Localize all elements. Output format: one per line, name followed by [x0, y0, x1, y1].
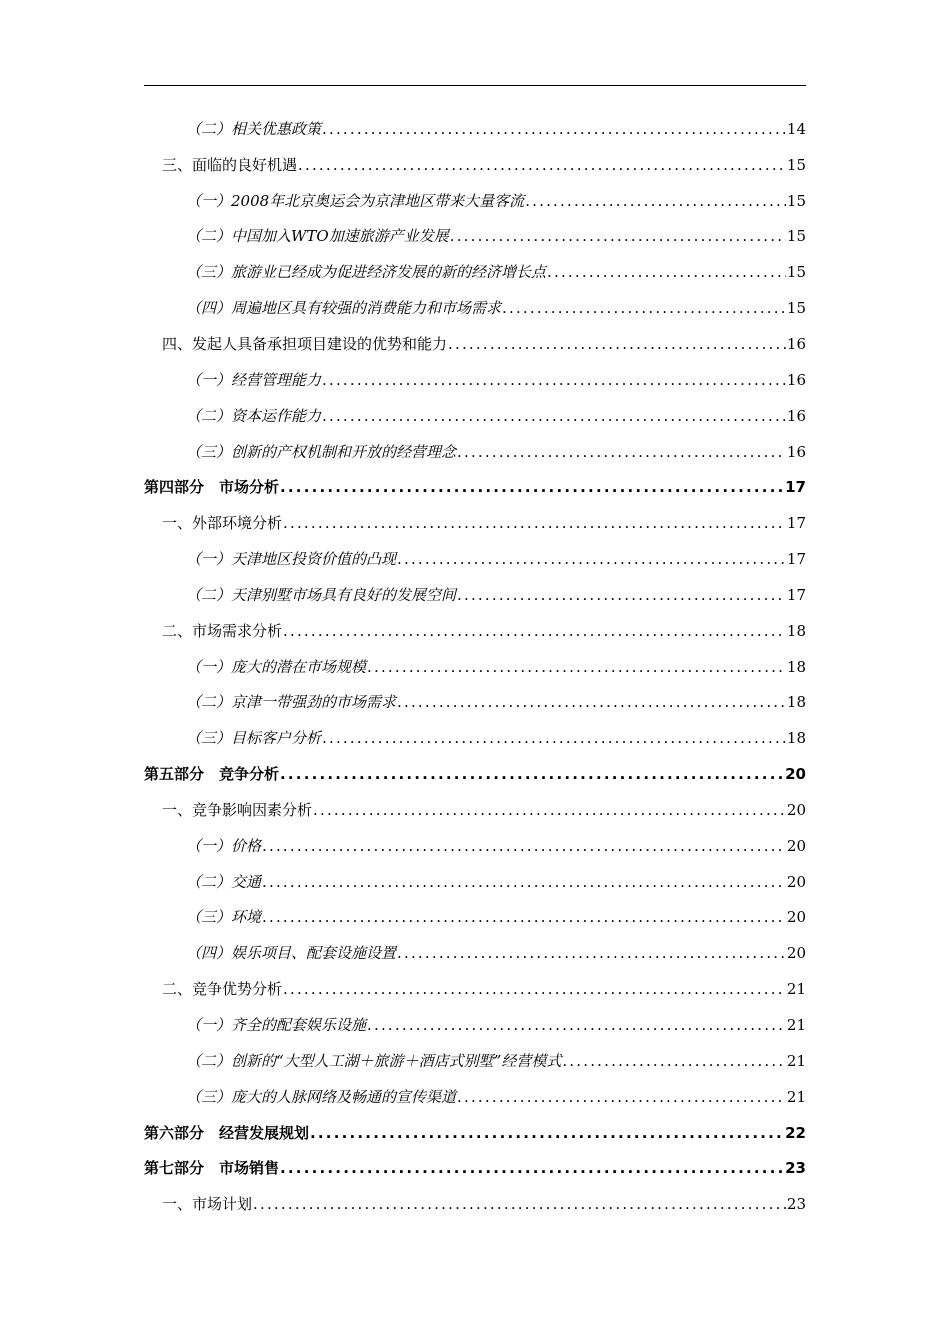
toc-entry-page: 14	[786, 119, 806, 138]
dot-leader	[310, 1123, 784, 1143]
toc-entry[interactable]	[144, 864, 806, 900]
toc-entry-title: （四）周遍地区具有较强的消费能力和市场需求	[186, 299, 502, 318]
toc-entry-title: （二）天津别墅市场具有良好的发展空间	[186, 585, 457, 604]
dot-leader	[262, 836, 786, 856]
toc-entry-title: 第四部分 市场分析	[144, 478, 280, 497]
toc-entry-title: （一）2008年北京奥运会为京津地区带来大量客流	[186, 191, 525, 210]
toc-entry[interactable]	[144, 649, 806, 685]
toc-entry-page: 18	[786, 621, 806, 640]
toc-entry[interactable]	[144, 398, 806, 434]
dot-leader	[450, 226, 786, 246]
dot-leader	[322, 370, 786, 390]
toc-entry[interactable]	[144, 326, 806, 362]
toc-entry-title: （二）京津一带强劲的市场需求	[186, 693, 397, 712]
toc-entry-title: （二）资本运作能力	[186, 406, 322, 425]
toc-entry-title: 四、发起人具备承担项目建设的优势和能力	[162, 334, 448, 353]
toc-entry-page: 20	[786, 908, 806, 927]
toc-entry-title: 一、外部环境分析	[162, 514, 283, 533]
toc-entry[interactable]	[144, 541, 806, 577]
toc-entry-page: 15	[786, 227, 806, 246]
toc-entry[interactable]	[144, 828, 806, 864]
toc-entry[interactable]	[144, 1150, 806, 1186]
dot-leader	[322, 406, 786, 426]
toc-entry[interactable]	[144, 362, 806, 398]
toc-entry-page: 21	[786, 1051, 806, 1070]
dot-leader	[367, 1015, 786, 1035]
toc-entry-page: 15	[786, 263, 806, 282]
toc-entry[interactable]	[144, 720, 806, 756]
toc-entry[interactable]	[144, 1079, 806, 1115]
header-rule	[144, 85, 806, 86]
toc-entry-page: 20	[786, 800, 806, 819]
toc-entry-page: 20	[786, 836, 806, 855]
toc-entry-page: 15	[786, 191, 806, 210]
toc-entry-title: （二）交通	[186, 872, 262, 891]
toc-entry-title: （二）中国加入WTO加速旅游产业发展	[186, 227, 449, 246]
toc-entry-page: 23	[785, 1159, 806, 1178]
dot-leader	[562, 1051, 786, 1071]
toc-entry-page: 18	[786, 657, 806, 676]
toc-entry-title: 三、面临的良好机遇	[162, 155, 298, 174]
dot-leader	[280, 764, 784, 784]
toc-entry-title: （一）齐全的配套娱乐设施	[186, 1016, 367, 1035]
toc-entry[interactable]	[144, 1186, 806, 1222]
dot-leader	[313, 800, 786, 820]
dot-leader	[525, 191, 786, 211]
toc-entry-title: （四）娱乐项目、配套设施设置	[186, 944, 397, 963]
toc-entry-page: 17	[785, 478, 806, 497]
toc-entry-page: 16	[786, 406, 806, 425]
toc-entry[interactable]	[144, 147, 806, 183]
toc-entry[interactable]	[144, 254, 806, 290]
toc-entry-title: （二）相关优惠政策	[186, 119, 322, 138]
toc-entry[interactable]	[144, 792, 806, 828]
toc-entry-title: （三）创新的产权机制和开放的经营理念	[186, 442, 457, 461]
toc-entry-title: （一）价格	[186, 836, 262, 855]
toc-entry-title: 一、竞争影响因素分析	[162, 800, 313, 819]
dot-leader	[448, 334, 786, 354]
dot-leader	[262, 872, 786, 892]
toc-entry-page: 17	[786, 550, 806, 569]
toc-entry[interactable]	[144, 434, 806, 470]
toc-entry[interactable]	[144, 469, 806, 505]
dot-leader	[322, 119, 786, 139]
dot-leader	[253, 1194, 786, 1214]
toc-entry-title: （三）目标客户分析	[186, 729, 322, 748]
toc-entry-page: 21	[786, 1087, 806, 1106]
toc-entry-title: 一、市场计划	[162, 1195, 253, 1214]
dot-leader	[397, 943, 786, 963]
toc-entry-page: 21	[786, 980, 806, 999]
toc-entry[interactable]	[144, 1007, 806, 1043]
toc-entry-page: 20	[785, 765, 806, 784]
toc-entry-page: 23	[786, 1195, 806, 1214]
toc-entry-page: 15	[786, 299, 806, 318]
toc-entry-title: 第六部分 经营发展规划	[144, 1123, 310, 1142]
dot-leader	[457, 1087, 786, 1107]
toc-entry[interactable]	[144, 1115, 806, 1151]
toc-entry[interactable]	[144, 1043, 806, 1079]
toc-entry[interactable]	[144, 577, 806, 613]
dot-leader	[397, 549, 786, 569]
dot-leader	[502, 298, 786, 318]
toc-entry-title: （二）创新的“大型人工湖＋旅游＋酒店式别墅”经营模式	[186, 1051, 562, 1070]
toc-entry-title: 二、竞争优势分析	[162, 980, 283, 999]
toc-entry[interactable]	[144, 183, 806, 219]
dot-leader	[322, 728, 786, 748]
table-of-contents	[144, 111, 806, 1222]
toc-entry[interactable]	[144, 756, 806, 792]
toc-entry-title: （三）庞大的人脉网络及畅通的宣传渠道	[186, 1087, 457, 1106]
toc-entry[interactable]	[144, 685, 806, 721]
dot-leader	[367, 657, 786, 677]
dot-leader	[262, 907, 786, 927]
dot-leader	[547, 262, 786, 282]
dot-leader	[457, 442, 786, 462]
dot-leader	[280, 477, 784, 497]
toc-entry-title: （一）天津地区投资价值的凸现	[186, 550, 397, 569]
toc-entry[interactable]	[144, 971, 806, 1007]
toc-entry-title: 第五部分 竞争分析	[144, 765, 280, 784]
toc-entry[interactable]	[144, 505, 806, 541]
toc-entry-title: （一）经营管理能力	[186, 370, 322, 389]
dot-leader	[280, 1158, 784, 1178]
toc-entry-page: 21	[786, 1016, 806, 1035]
toc-entry-page: 17	[786, 514, 806, 533]
toc-entry-page: 20	[786, 944, 806, 963]
toc-entry[interactable]	[144, 219, 806, 255]
dot-leader	[298, 155, 786, 175]
toc-entry-page: 20	[786, 872, 806, 891]
dot-leader	[283, 621, 786, 641]
dot-leader	[457, 585, 786, 605]
toc-entry-title: （三）旅游业已经成为促进经济发展的新的经济增长点	[186, 263, 547, 282]
toc-entry-page: 17	[786, 585, 806, 604]
dot-leader	[283, 979, 786, 999]
toc-entry-title: （三）环境	[186, 908, 262, 927]
toc-entry-page: 22	[785, 1123, 806, 1142]
toc-entry[interactable]	[144, 900, 806, 936]
dot-leader	[397, 692, 786, 712]
toc-entry-page: 16	[786, 370, 806, 389]
toc-entry-title: 二、市场需求分析	[162, 621, 283, 640]
toc-entry-title: （一）庞大的潜在市场规模	[186, 657, 367, 676]
toc-entry[interactable]	[144, 290, 806, 326]
toc-entry-title: 第七部分 市场销售	[144, 1159, 280, 1178]
toc-entry-page: 18	[786, 729, 806, 748]
dot-leader	[283, 513, 786, 533]
toc-entry-page: 15	[786, 155, 806, 174]
toc-entry-page: 16	[786, 442, 806, 461]
toc-entry-page: 16	[786, 334, 806, 353]
toc-entry[interactable]	[144, 111, 806, 147]
toc-entry-page: 18	[786, 693, 806, 712]
toc-entry[interactable]	[144, 613, 806, 649]
toc-entry[interactable]	[144, 935, 806, 971]
